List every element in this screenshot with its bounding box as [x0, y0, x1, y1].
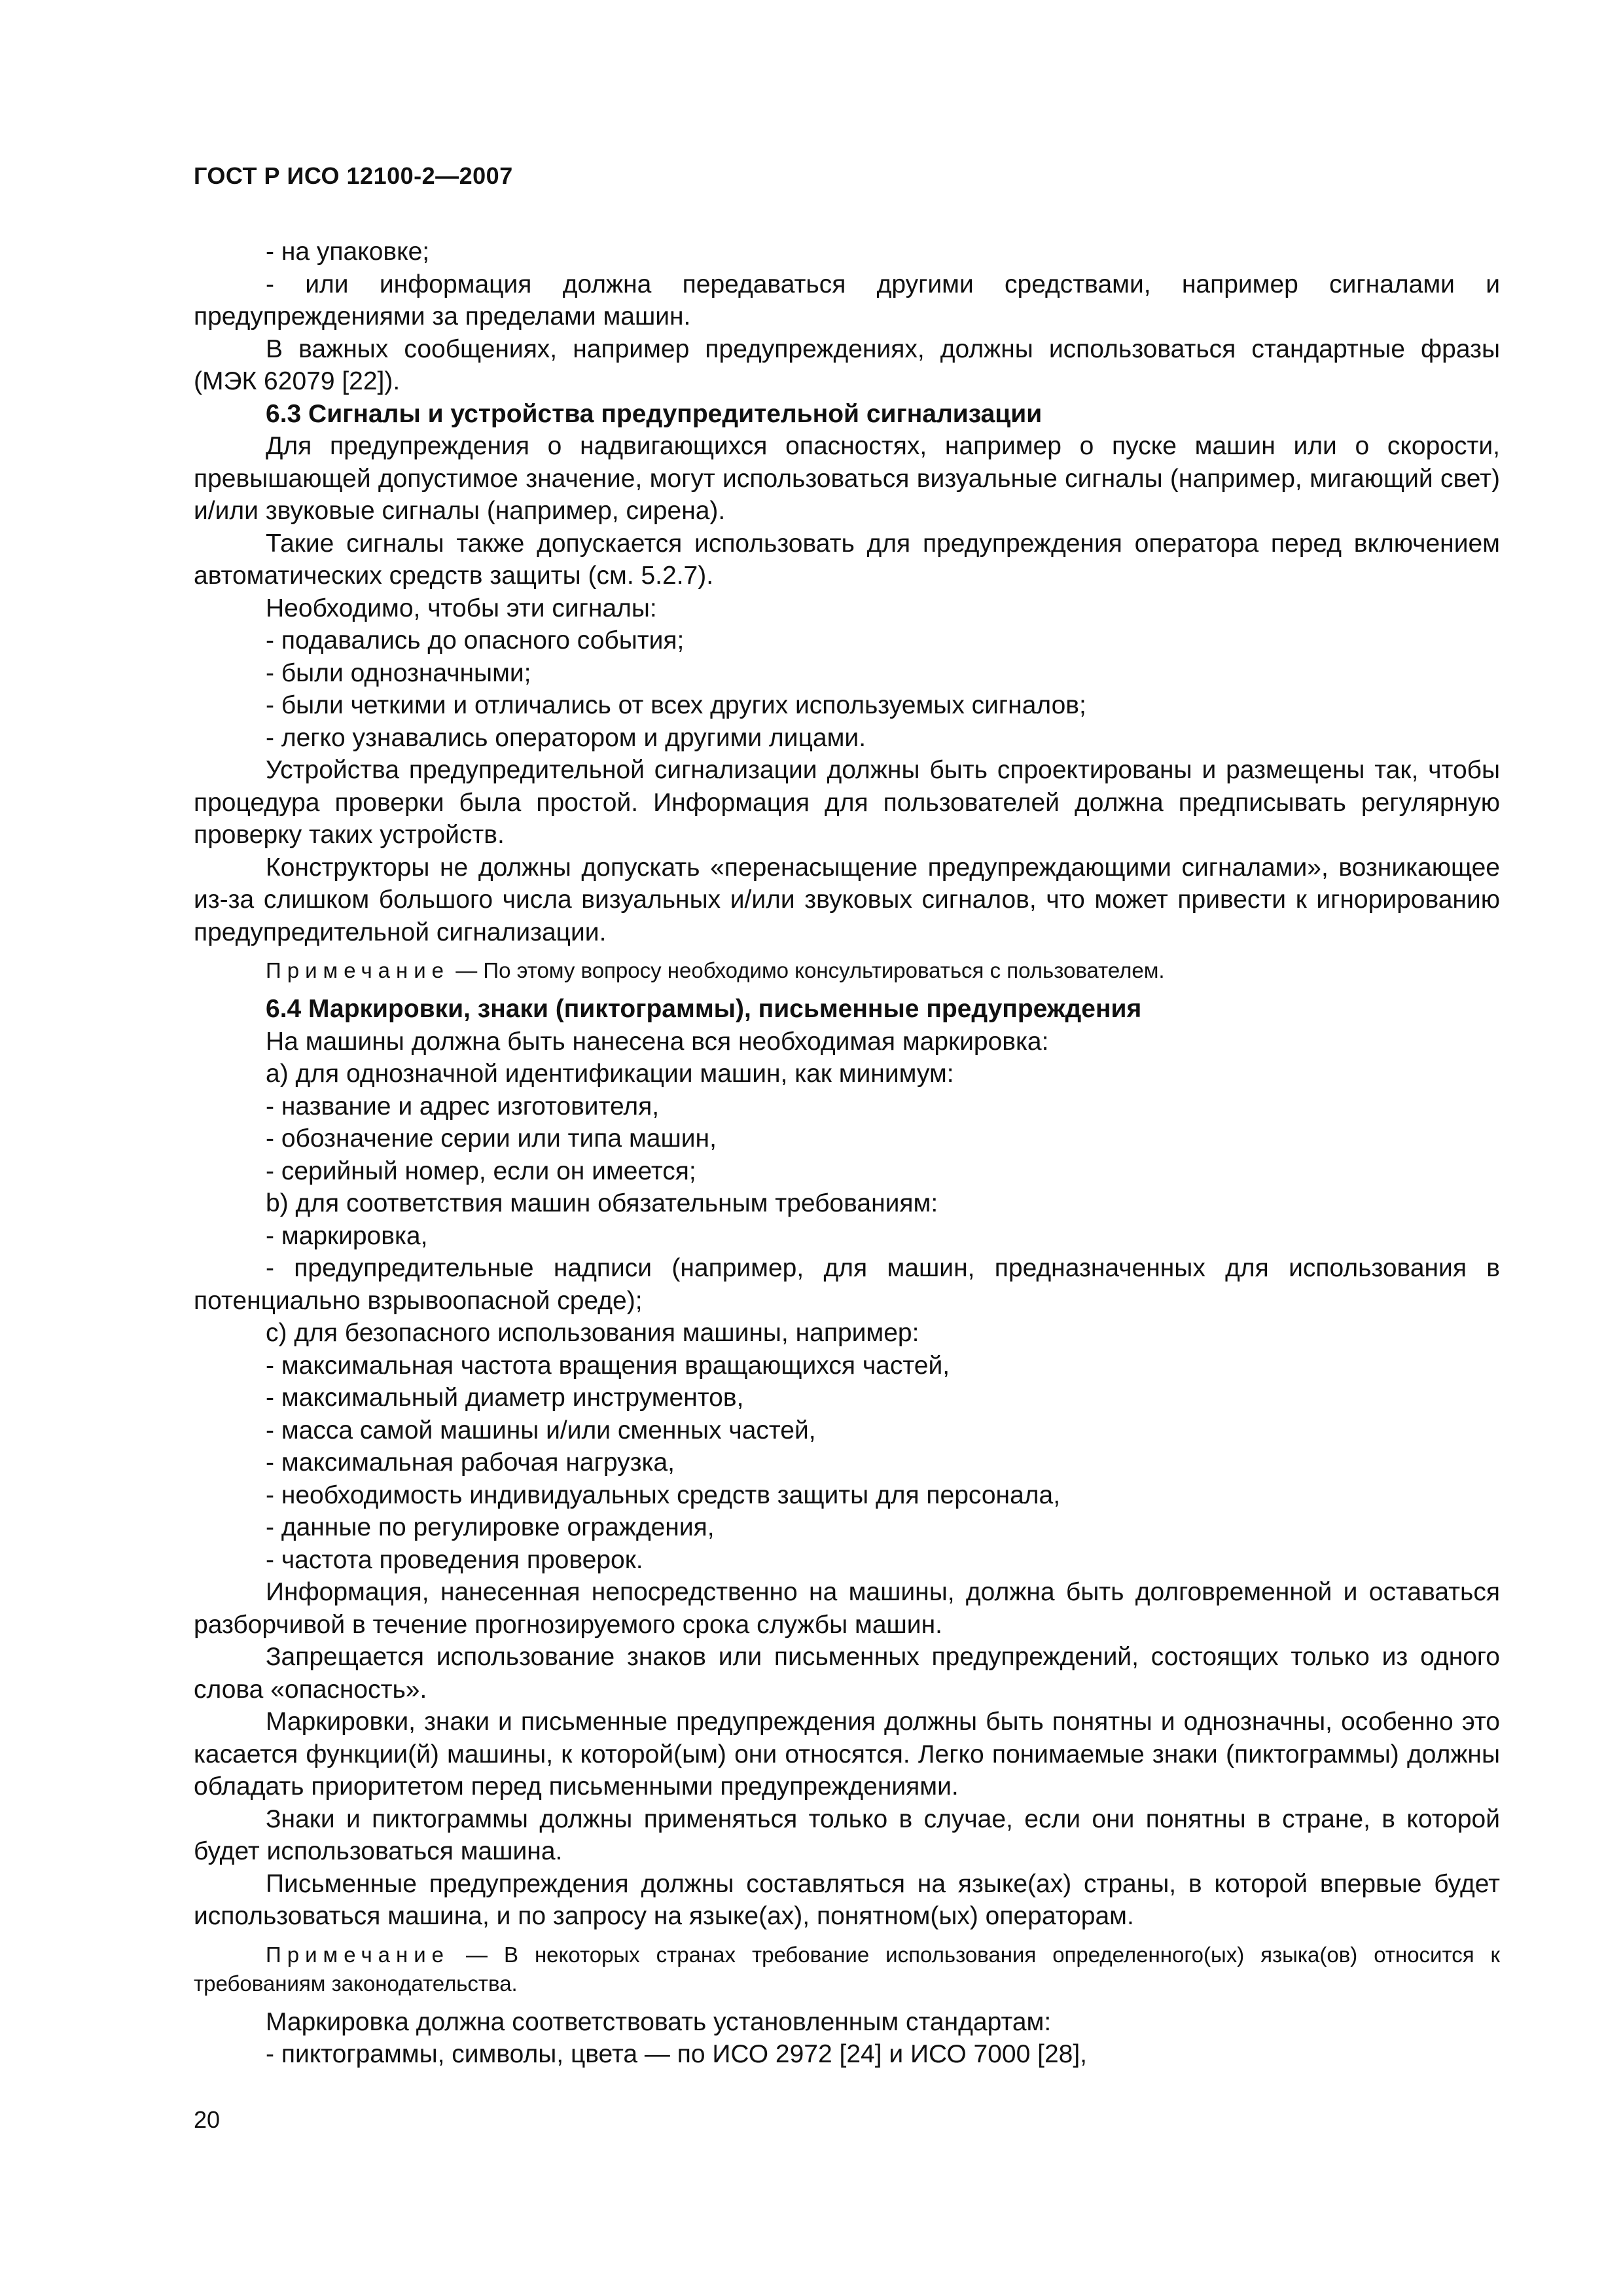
paragraph: Такие сигналы также допускается использовать для предупреждения оператора перед включением автоматических средств защиты (см. 5.2.7). — [194, 529, 1500, 590]
paragraph: Письменные предупреждения должны составляться на языке(ах) страны, в которой впервые будет использоваться машина, и по запросу на языке(ах), понятном(ых) операторам. — [194, 1869, 1500, 1930]
paragraph: Маркировка должна соответствовать установленным стандартам: — [266, 2007, 1052, 2036]
note-text: — В некоторых странах требование использования определенного(ых) языка(ов) относится к требованиям законодательства. — [194, 1942, 1500, 1996]
list-item: - пиктограммы, символы, цвета — по ИСО 2972 [24] и ИСО 7000 [28], — [266, 2040, 1087, 2068]
paragraph: Знаки и пиктограммы должны применяться только в случае, если они понятны в стране, в которой будет использоваться машина. — [194, 1804, 1500, 1865]
list-item: - максимальная рабочая нагрузка, — [266, 1448, 675, 1477]
note-label: Примечание — [266, 958, 450, 982]
paragraph: - или информация должна передаваться другими средствами, например сигналами и предупреждениями за пределами машин. — [194, 270, 1500, 331]
document-body — [194, 236, 1500, 2071]
list-item: - легко узнавались оператором и другими лицами. — [266, 723, 866, 752]
list-item: - предупредительные надписи (например, для машин, предназначенных для использования в потенциально взрывоопасной среде); — [194, 1254, 1500, 1315]
note — [194, 1941, 1500, 1998]
list-item: - масса самой машины и/или сменных частей, — [266, 1416, 816, 1444]
list-item: a) для однозначной идентификации машин, как минимум: — [266, 1060, 954, 1088]
paragraph: Маркировки, знаки и письменные предупреждения должны быть понятны и однозначны, особенно это касается функции(й) машины, к которой(ым) они относятся. Легко понимаемые знаки (пиктограммы) должны обладать приоритетом перед письменными предупреждениями. — [194, 1708, 1500, 1801]
list-item: b) для соответствия машин обязательным требованиям: — [266, 1189, 938, 1217]
list-item: - обозначение серии или типа машин, — [266, 1124, 717, 1153]
list-item: - серийный номер, если он имеется; — [266, 1157, 696, 1185]
paragraph: В важных сообщениях, например предупреждениях, должны использоваться стандартные фразы (МЭК 62079 [22]). — [194, 334, 1500, 395]
document-header: ГОСТ Р ИСО 12100-2—2007 — [194, 162, 513, 189]
paragraph: Необходимо, чтобы эти сигналы: — [266, 594, 657, 622]
paragraph: Устройства предупредительной сигнализации должны быть спроектированы и размещены так, чтобы процедура проверки была простой. Информация для пользователей должна предписывать регулярную проверку таких устройств. — [194, 756, 1500, 849]
paragraph: - на упаковке; — [266, 238, 430, 266]
list-item: - данные по регулировке ограждения, — [266, 1513, 715, 1541]
paragraph: Конструкторы не должны допускать «перенасыщение предупреждающими сигналами», возникающее из-за слишком большого числа визуальных и/или звуковых сигналов, что может привести к игнорированию предупредительной сигнализации. — [194, 853, 1500, 946]
list-item: - маркировка, — [266, 1221, 428, 1250]
note-label: Примечание — [266, 1942, 450, 1967]
list-item: - название и адрес изготовителя, — [266, 1092, 660, 1121]
section-heading-6-4: 6.4 Маркировки, знаки (пиктограммы), письменные предупреждения — [266, 995, 1142, 1023]
list-item: - необходимость индивидуальных средств защиты для персонала, — [266, 1480, 1061, 1509]
list-item: - частота проведения проверок. — [266, 1545, 643, 1574]
list-item: - максимальный диаметр инструментов, — [266, 1384, 744, 1412]
list-item: - были однозначными; — [266, 658, 531, 687]
note — [194, 956, 1500, 985]
section-heading-6-3: 6.3 Сигналы и устройства предупредительной сигнализации — [266, 399, 1043, 428]
list-item: c) для безопасного использования машины, например: — [266, 1319, 919, 1347]
list-item: - максимальная частота вращения вращающихся частей, — [266, 1351, 950, 1380]
list-item: - были четкими и отличались от всех других используемых сигналов; — [266, 691, 1086, 719]
list-item: - подавались до опасного события; — [266, 626, 685, 655]
paragraph: Информация, нанесенная непосредственно на машины, должна быть долговременной и оставаться разборчивой в течение прогнозируемого срока службы машин. — [194, 1578, 1500, 1639]
note-text: — По этому вопросу необходимо консультироваться с пользователем. — [455, 958, 1165, 982]
paragraph: Для предупреждения о надвигающихся опасностях, например о пуске машин или о скорости, превышающей допустимое значение, могут использоваться визуальные сигналы (например, мигающий свет) и/или звуковые сигналы (например, сирена). — [194, 432, 1500, 525]
page-number: 20 — [194, 2106, 221, 2133]
paragraph: Запрещается использование знаков или письменных предупреждений, состоящих только из одного слова «опасность». — [194, 1643, 1500, 1704]
paragraph: На машины должна быть нанесена вся необходимая маркировка: — [266, 1027, 1049, 1056]
